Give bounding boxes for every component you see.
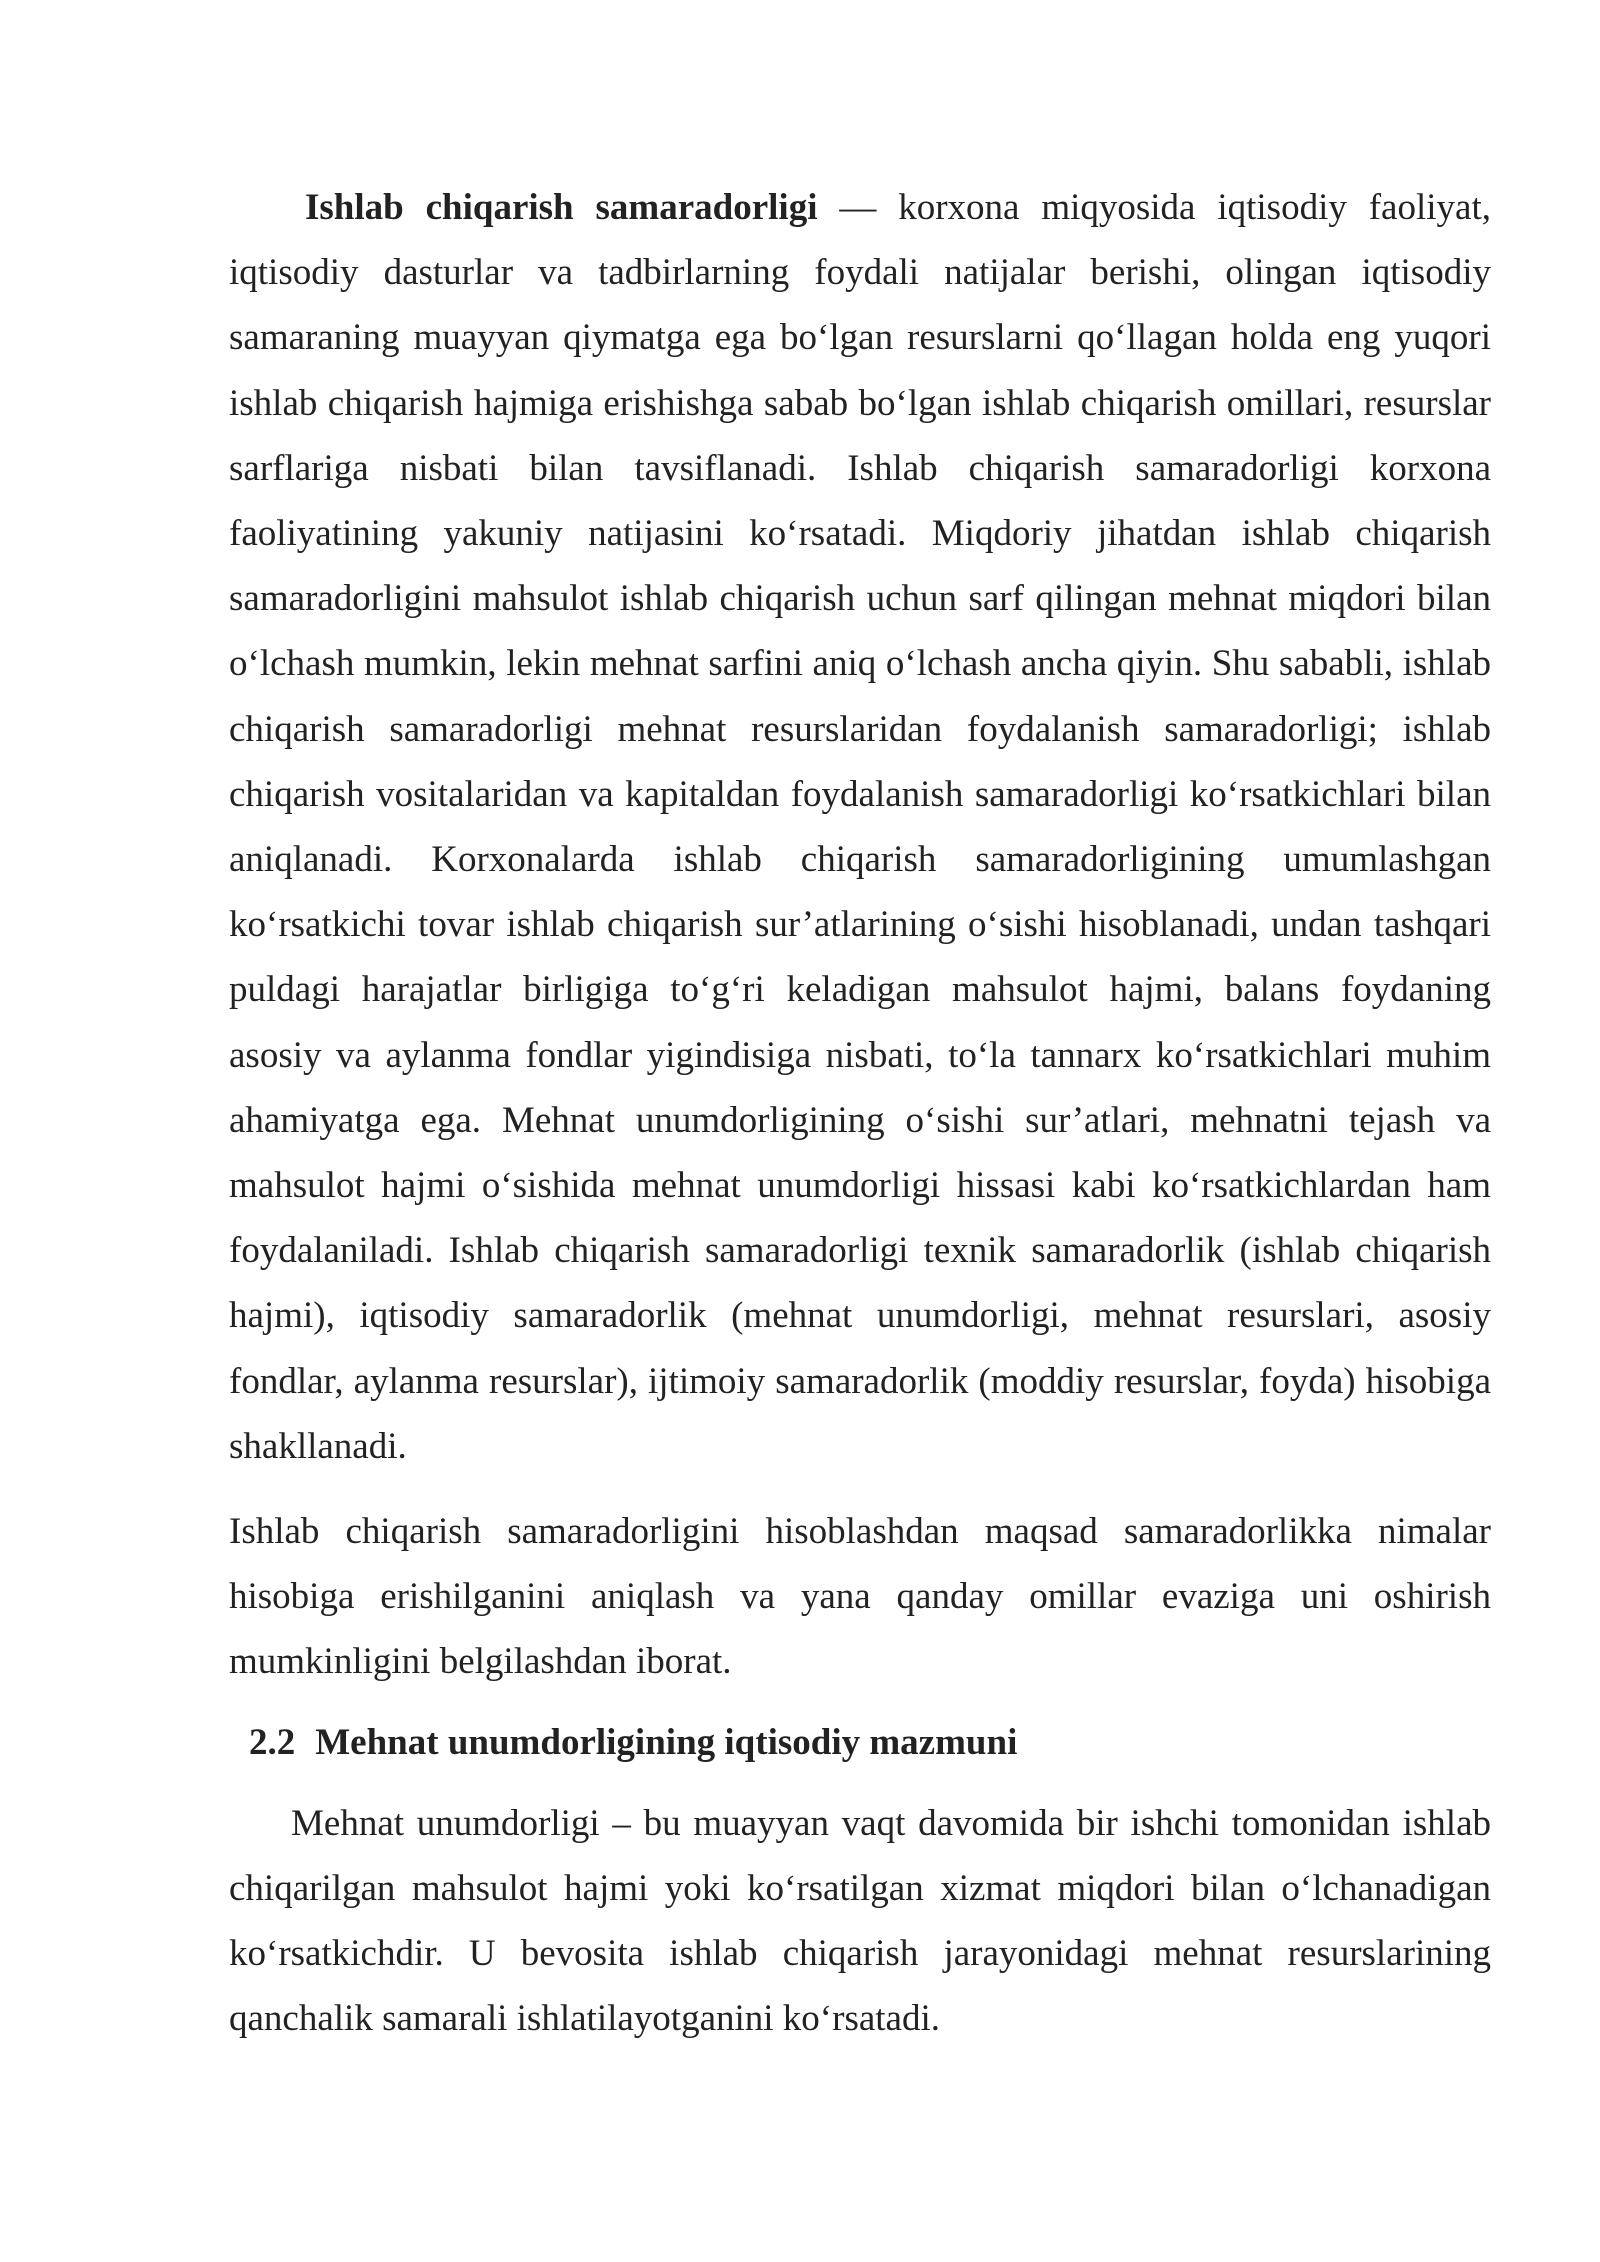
document-page <box>229 175 1491 2051</box>
paragraph-labor-productivity: Mehnat unumdorligi – bu muayyan vaqt davomida bir ishchi tomonidan ishlab chiqarilgan mahsulot hajmi yoki koʻrsatilgan xizmat miqdori bilan oʻlchanadigan koʻrsatkichdir. U bevosita ishlab chiqarish jarayonidagi mehnat resurslarining qanchalik samarali ishlatilayotganini koʻrsatadi. <box>229 1802 1491 2040</box>
paragraph-efficiency-purpose: Ishlab chiqarish samaradorligini hisoblashdan maqsad samaradorlikka nimalar hisobiga erishilganini aniqlash va yana qanday omillar evaziga uni oshirish mumkinligini belgilashdan iborat. <box>229 1511 1491 1683</box>
defined-term: Ishlab chiqarish samaradorligi <box>305 187 818 228</box>
section-heading <box>229 1715 1491 1771</box>
section-number: 2.2 <box>249 1721 296 1763</box>
paragraph-production-efficiency <box>229 175 1491 1479</box>
paragraph-body: — korxona miqyosida iqtisodiy faoliyat, iqtisodiy dasturlar va tadbirlarning foydali natijalar berishi, olingan iqtisodiy samaraning muayyan qiymatga ega boʻlgan resurslarni qoʻllagan holda eng yuqori ishlab chiqarish hajmiga erishishga sabab boʻlgan ishlab chiqarish omillari, resurslar sarflariga nisbati bilan tavsiflanadi. Ishlab chiqarish samaradorligi korxona faoliyatining yakuniy natijasini koʻrsatadi. Miqdoriy jihatdan ishlab chiqarish samaradorligini mahsulot ishlab chiqarish uchun sarf qilingan mehnat miqdori bilan oʻlchash mumkin, lekin mehnat sarfini aniq oʻlchash ancha qiyin. Shu sababli, ishlab chiqarish samaradorligi mehnat resurslaridan foydalanish samaradorligi; ishlab chiqarish vositalaridan va kapitaldan foydalanish samaradorligi koʻrsatkichlari bilan aniqlanadi. Korxonalarda ishlab chiqarish samaradorligining umumlashgan koʻrsatkichi tovar ishlab chiqarish sur’atlarining oʻsishi hisoblanadi, undan tashqari puldagi harajatlar birligiga toʻgʻri keladigan mahsulot hajmi, balans foydaning asosiy va aylanma fondlar yigindisiga nisbati, toʻla tannarx koʻrsatkichlari muhim ahamiyatga ega. Mehnat unumdorligining oʻsishi sur’atlari, mehnatni tejash va mahsulot hajmi oʻsishida mehnat unumdorligi hissasi kabi koʻrsatkichlardan ham foydalaniladi. Ishlab chiqarish samaradorligi texnik samaradorlik (ishlab chiqarish hajmi), iqtisodiy samaradorlik (mehnat unumdorligi, mehnat resurslari, asosiy fondlar, aylanma resurslar), ijtimoiy samaradorlik (moddiy resurslar, foyda) hisobiga shakllanadi. <box>229 187 1491 1467</box>
section-title: Mehnat unumdorligining iqtisodiy mazmuni <box>315 1721 1018 1763</box>
